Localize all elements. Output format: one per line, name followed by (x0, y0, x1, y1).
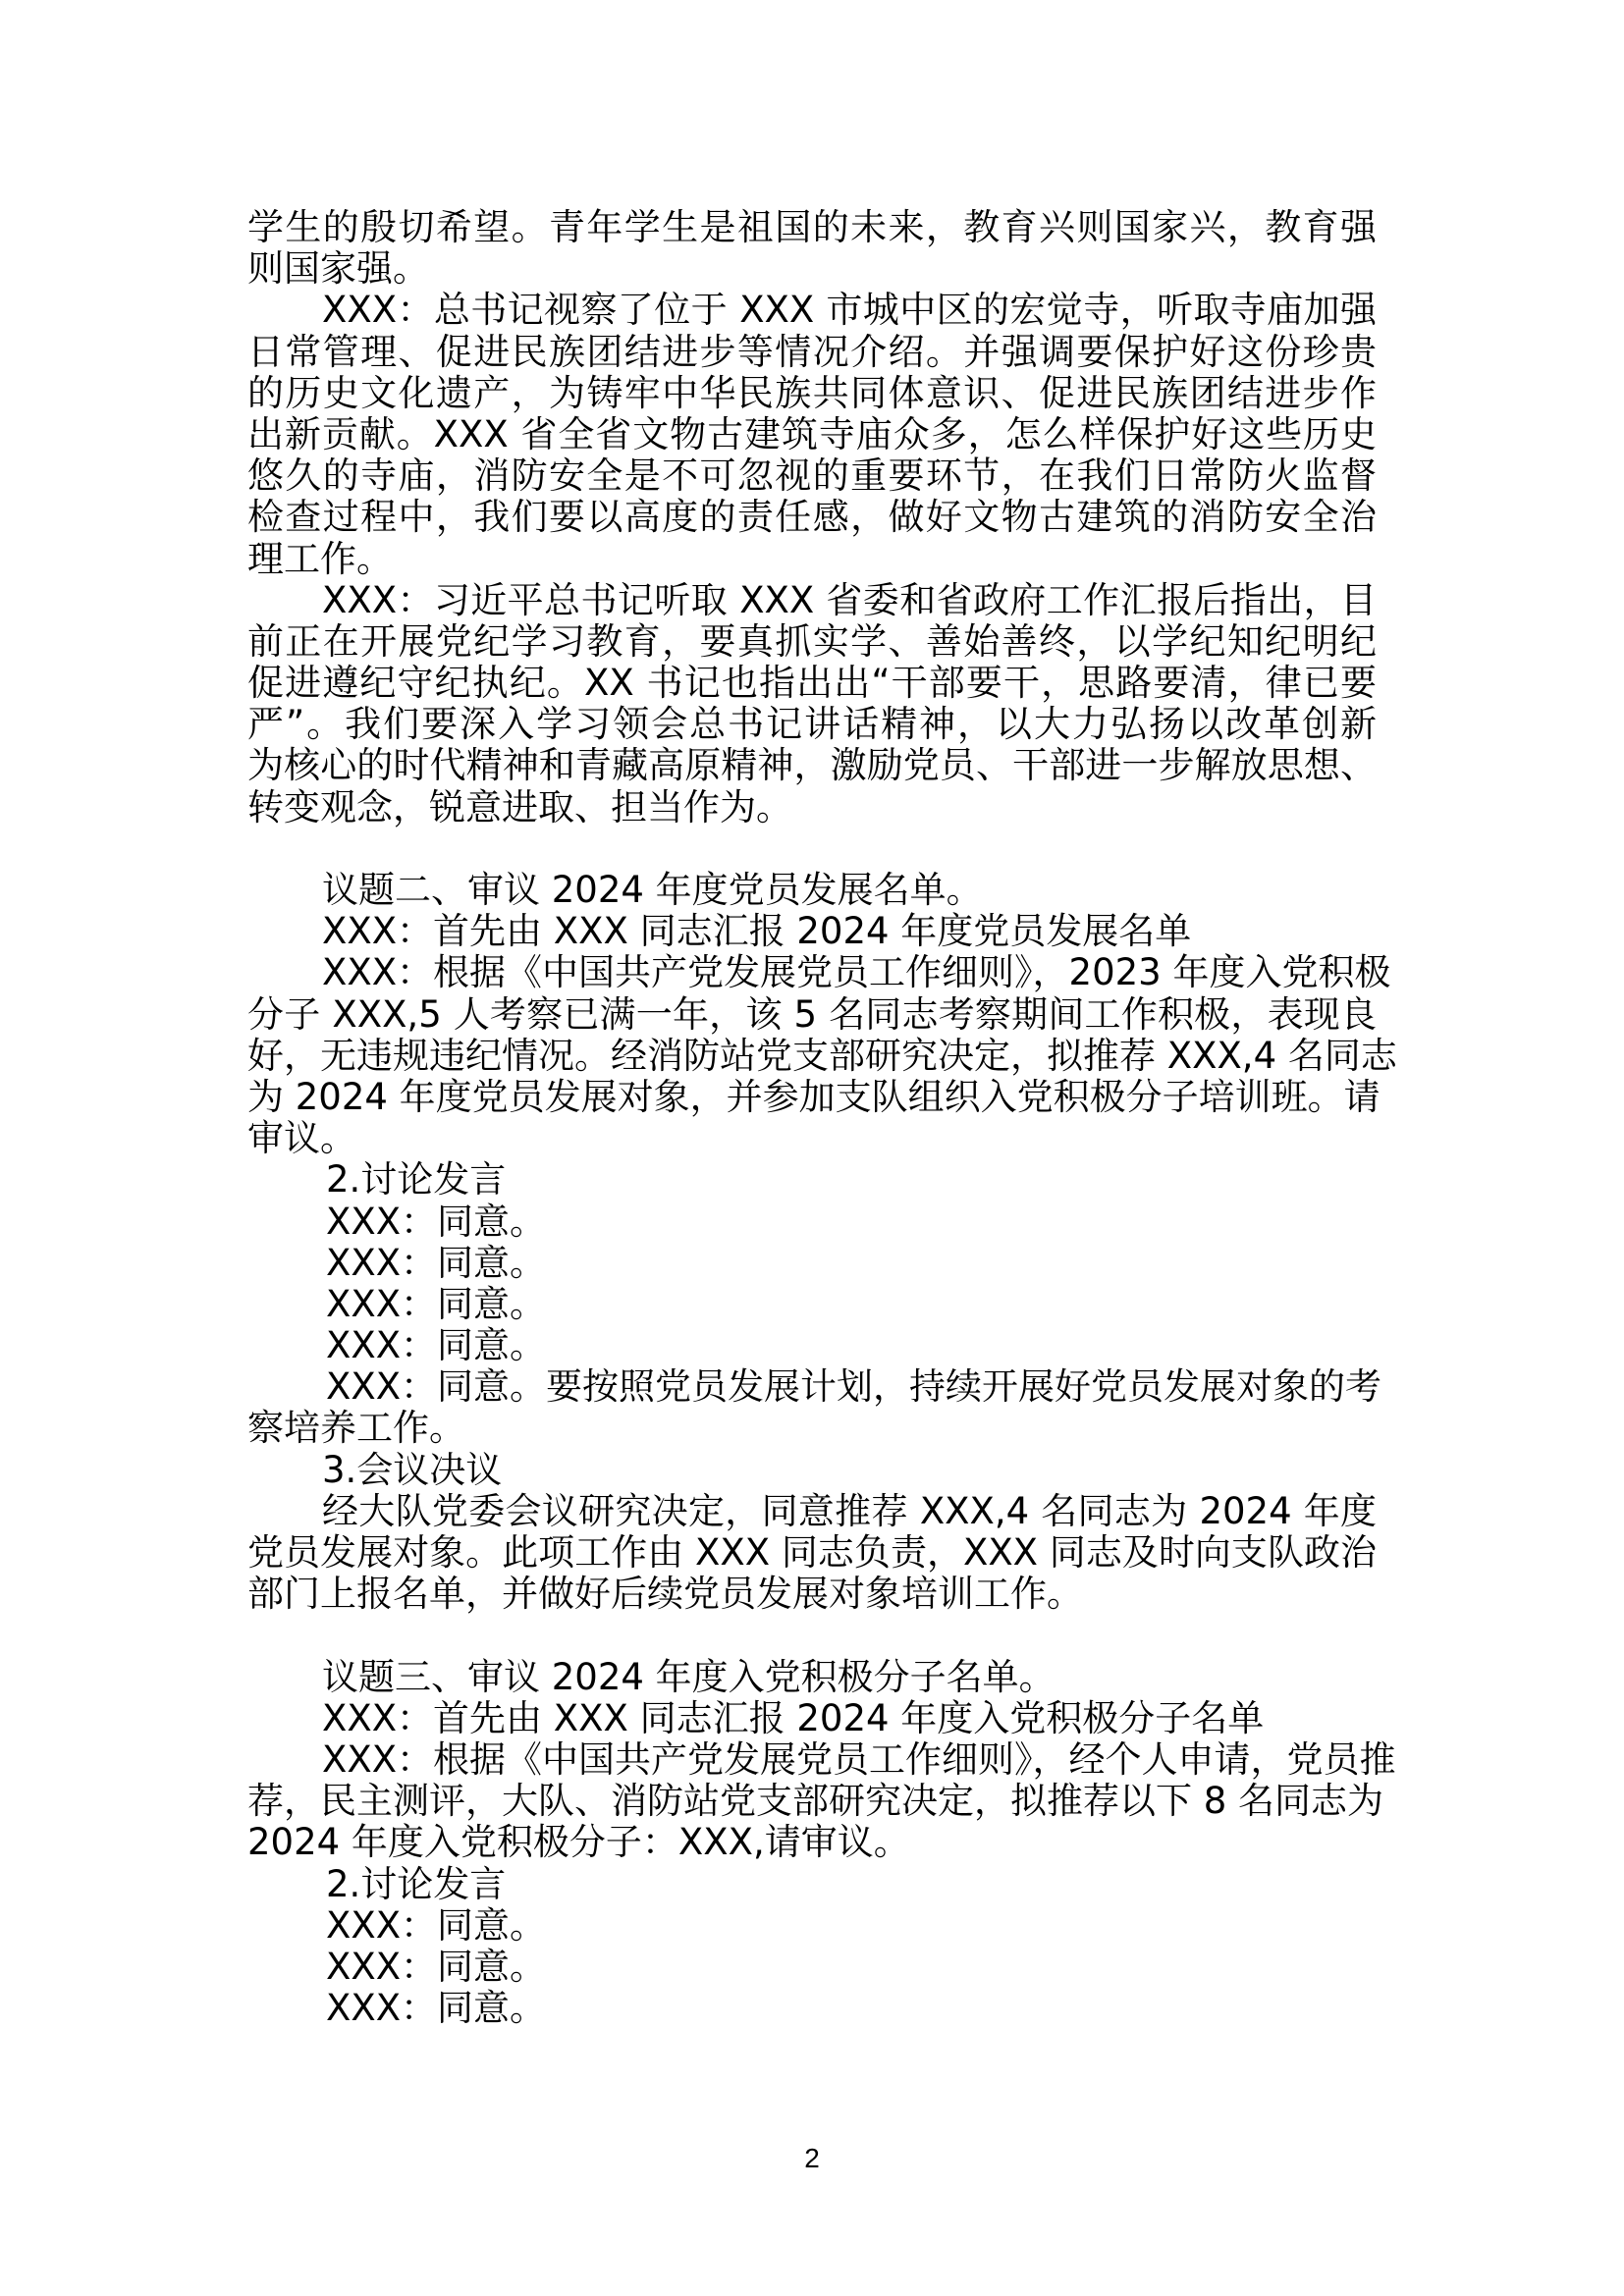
subheading: 2.讨论发言 (326, 1158, 507, 1201)
text-line: 察培养工作。 (247, 1407, 465, 1450)
text-line: 严”。我们要深入学习领会总书记讲话精神，以大力弘扬以改革创新 (247, 703, 1377, 746)
blank-line (247, 828, 1377, 870)
text-line: 的历史文化遗产，为铸牢中华民族共同体意识、促进民族团结进步作 (247, 371, 1377, 414)
speaker-line: XXX：同意。 (326, 1903, 547, 1947)
text-line: 日常管理、促进民族团结进步等情况介绍。并强调要保护好这份珍贵 (247, 330, 1377, 373)
text-line: XXX：习近平总书记听取 XXX 省委和省政府工作汇报后指出，目 (322, 578, 1377, 621)
text-line: 荐，民主测评，大队、消防站党支部研究决定，拟推荐以下 8 名同志为 (247, 1780, 1384, 1823)
speaker-line: XXX：同意。要按照党员发展计划，持续开展好党员发展对象的考 (326, 1365, 1382, 1409)
text-line: 促进遵纪守纪执纪。XX 书记也指出出“干部要干，思路要清，律已要 (247, 662, 1377, 705)
text-line: 党员发展对象。此项工作由 XXX 同志负责，XXX 同志及时向支队政治 (247, 1531, 1377, 1574)
text-line: 出新贡献。XXX 省全省文物古建筑寺庙众多，怎么样保护好这些历史 (247, 412, 1377, 455)
text-line: XXX：根据《中国共产党发展党员工作细则》，经个人申请，党员推 (322, 1737, 1396, 1781)
text-line: 为 2024 年度党员发展对象，并参加支队组织入党积极分子培训班。请 (247, 1075, 1380, 1118)
agenda-heading: 议题三、审议 2024 年度入党积极分子名单。 (322, 1655, 1056, 1698)
speaker-line: XXX：同意。 (326, 1945, 547, 1988)
text-line: 部门上报名单，并做好后续党员发展对象培训工作。 (247, 1573, 1083, 1616)
speaker-line: XXX：同意。 (326, 1241, 547, 1284)
text-line: 前正在开展党纪学习教育，要真抓实学、善始善终，以学纪知纪明纪 (247, 619, 1377, 663)
text-line: 好，无违规违纪情况。经消防站党支部研究决定，拟推荐 XXX,4 名同志 (247, 1034, 1397, 1077)
text-line: 转变观念，锐意进取、担当作为。 (247, 785, 792, 828)
subheading: 2.讨论发言 (326, 1862, 507, 1905)
text-line: 理工作。 (247, 537, 393, 580)
text-line: 为核心的时代精神和青藏高原精神，激励党员、干部进一步解放思想、 (247, 744, 1377, 787)
text-line: 分子 XXX,5 人考察已满一年，该 5 名同志考察期间工作积极，表现良 (247, 992, 1377, 1036)
speaker-line: XXX：同意。 (326, 1987, 547, 2030)
text-line: 检查过程中，我们要以高度的责任感，做好文物古建筑的消防安全治 (247, 496, 1377, 539)
text-line: 则国家强。 (247, 247, 429, 291)
text-line: 经大队党委会议研究决定，同意推荐 XXX,4 名同志为 2024 年度 (322, 1489, 1377, 1532)
page-number: 2 (804, 2143, 820, 2173)
agenda-heading: 议题二、审议 2024 年度党员发展名单。 (322, 869, 983, 911)
text-line: XXX：总书记视察了位于 XXX 市城中区的宏觉寺，听取寺庙加强 (322, 289, 1377, 332)
text-line: XXX：根据《中国共产党发展党员工作细则》，2023 年度入党积极 (322, 951, 1391, 994)
text-line: 悠久的寺庙，消防安全是不可忽视的重要环节，在我们日常防火监督 (247, 454, 1377, 498)
text-line: 学生的殷切希望。青年学生是祖国的未来，教育兴则国家兴，教育强 (247, 206, 1377, 248)
text-line: 2024 年度入党积极分子：XXX,请审议。 (247, 1821, 910, 1864)
speaker-line: XXX：同意。 (326, 1324, 547, 1367)
document-body (247, 206, 1397, 2030)
subheading: 3.会议决议 (322, 1448, 503, 1491)
text-line: XXX：首先由 XXX 同志汇报 2024 年度入党积极分子名单 (322, 1696, 1265, 1739)
speaker-line: XXX：同意。 (326, 1282, 547, 1325)
speaker-line: XXX：同意。 (326, 1200, 547, 1243)
blank-line (247, 1615, 1377, 1656)
text-line: XXX：首先由 XXX 同志汇报 2024 年度党员发展名单 (322, 910, 1192, 953)
text-line: 审议。 (247, 1117, 356, 1160)
